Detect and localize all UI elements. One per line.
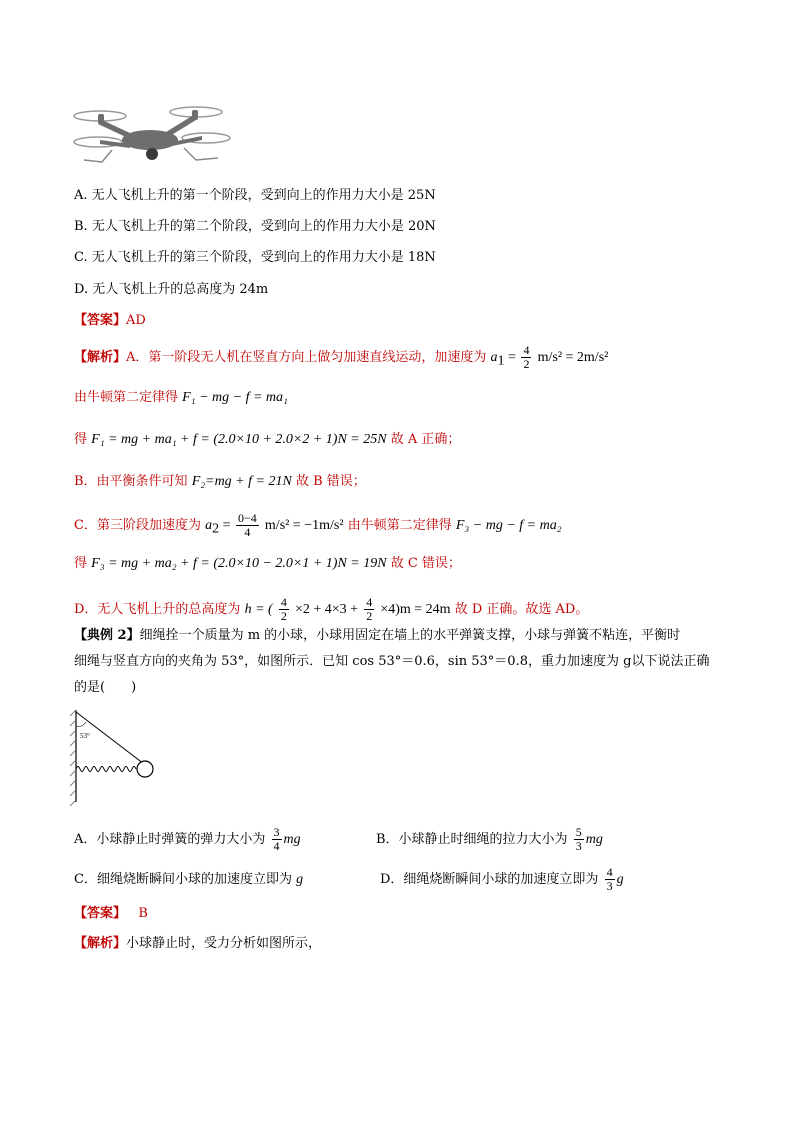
c-newton: 由牛顿第二定律得: [347, 518, 452, 533]
b-equation: F₂=mg + f = 21N: [191, 474, 292, 489]
d-conclusion: 故 D 正确。故选 AD。: [454, 602, 589, 617]
example2-line2: 细绳与竖直方向的夹角为 53°，如图所示．已知 cos 53°＝0.6，sin 53°＝0.8，重力加速度为 g以下说法正确: [74, 654, 710, 669]
d-line: [74, 596, 588, 623]
example2-line1: [74, 626, 680, 646]
example2-tag: 【典例 2】: [74, 628, 140, 643]
f1-intro: 得: [74, 432, 88, 447]
f3-intro: 得: [74, 556, 88, 571]
d-eq-end: ×4)m = 24m: [380, 602, 451, 617]
f3-line: [74, 554, 461, 574]
option-b: B. 无人飞机上升的第二个阶段，受到向上的作用力大小是 20N: [74, 219, 436, 234]
analysis2-line: [74, 934, 321, 954]
analysis-a-text: A．第一阶段无人机在竖直方向上做匀加速直线运动，加速度为: [126, 350, 487, 365]
option2-b: B．小球静止时细绳的拉力大小为 $\frac{5}{3}$ mg: [376, 825, 603, 853]
f1-line: [74, 430, 460, 450]
analysis2-tag: 【解析】: [74, 936, 127, 951]
newton-equation: F₁ − mg − f = ma₁: [182, 390, 288, 405]
c-line: C．第三阶段加速度为 $a_2$ = $\frac{0-4}{4}$ m/s² = −1m/s² 由牛顿第二定律得 F₃ − mg − f = ma₂: [74, 511, 562, 539]
answer2-tag: 【答案】: [74, 906, 127, 921]
drone-image: [72, 104, 232, 170]
option-c: C. 无人飞机上升的第三个阶段，受到向上的作用力大小是 18N: [74, 250, 436, 265]
option2-a: A．小球静止时弹簧的弹力大小为 $\frac{3}{4}$ mg: [74, 825, 301, 853]
f3-equation: F₃ = mg + ma₂ + f = (2.0×10 − 2.0×1 + 1)N = 19N: [91, 556, 387, 571]
d-eq-start: h = (: [244, 602, 273, 617]
analysis-a-line: [74, 344, 608, 372]
analysis-a-formula: $a_1$ = $\frac{4}{2}$ m/s² = 2m/s²: [490, 343, 609, 371]
c-frac: $\frac{0-4}{4}$: [238, 511, 257, 539]
f3-conclusion: 故 C 错误；: [390, 556, 461, 571]
d-frac-1: $\frac{4}{2}$: [280, 595, 287, 623]
spring-ball-figure: [70, 708, 170, 808]
analysis-a-frac: $\frac{4}{2}$: [523, 343, 530, 371]
b-line: [74, 472, 366, 492]
answer-line: [74, 311, 146, 331]
option2-d: D．细绳烧断瞬间小球的加速度立即为 $\frac{4}{3}$ g: [380, 865, 624, 893]
analysis2-text: 小球静止时，受力分析如图所示，: [126, 936, 322, 951]
d-intro: D．无人飞机上升的总高度为: [74, 602, 241, 617]
newton-line: [74, 388, 288, 408]
answer-value: AD: [126, 313, 146, 328]
c-intro: C．第三阶段加速度为: [74, 518, 201, 533]
b-intro: B．由平衡条件可知: [74, 474, 188, 489]
b-conclusion: 故 B 错误；: [295, 474, 366, 489]
answer2-value: B: [138, 906, 148, 921]
c-rest: m/s² = −1m/s²: [264, 518, 344, 533]
angle-label: 53°: [80, 732, 90, 740]
f1-equation: F₁ = mg + ma₁ + f = (2.0×10 + 2.0×2 + 1)N = 25N: [91, 432, 387, 447]
d-eq-mid: ×2 + 4×3 +: [294, 602, 359, 617]
f1-conclusion: 故 A 正确；: [390, 432, 461, 447]
option2-c: C．细绳烧断瞬间小球的加速度立即为 g: [74, 872, 304, 887]
option-d: D. 无人飞机上升的总高度为 24m: [74, 282, 269, 297]
answer-tag: 【答案】: [74, 313, 127, 328]
option-a: A. 无人飞机上升的第一个阶段，受到向上的作用力大小是 25N: [74, 188, 436, 203]
answer2-line: [74, 904, 148, 924]
analysis-tag: 【解析】: [74, 350, 127, 365]
newton-intro: 由牛顿第二定律得: [74, 390, 179, 405]
c-equation: F₃ − mg − f = ma₂: [455, 518, 562, 533]
example2-line3: 的是( ): [74, 680, 137, 695]
example2-text1: 细绳拴一个质量为 m 的小球，小球用固定在墙上的水平弹簧支撑，小球与弹簧不粘连，平衡时: [139, 628, 681, 643]
d-frac-2: $\frac{4}{2}$: [366, 595, 373, 623]
